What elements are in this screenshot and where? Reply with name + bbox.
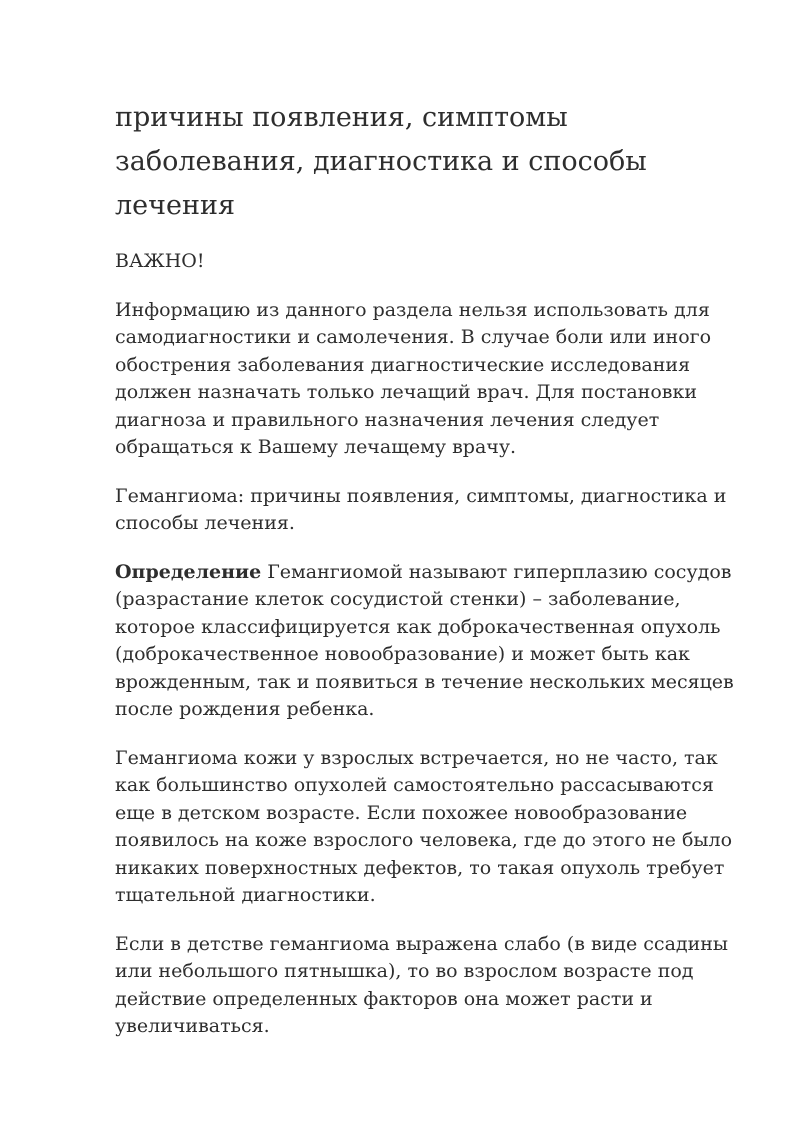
childhood-paragraph: Если в детстве гемангиома выражена слабо (в виде ссадины или небольшого пятнышка), то во взрослом возрасте под действие определенных факторов она может расти и увеличиваться. — [115, 932, 729, 1037]
important-label: ВАЖНО! — [115, 250, 205, 272]
definition-paragraph — [115, 559, 755, 724]
article-title: причины появления, симптомы заболевания, диагностика и способы лечения — [115, 102, 647, 221]
adult-paragraph: Гемангиома кожи у взрослых встречается, но не часто, так как большинство опухолей самостоятельно рассасываются еще в детском возрасте. Если похожее новообразование появилось на коже взрослого человека, где до этого не было никаких поверхностных дефектов, то такая опухоль требует тщательной диагностики. — [115, 746, 733, 906]
definition-term: Определение — [115, 560, 262, 583]
warning-paragraph: Информацию из данного раздела нельзя использовать для самодиагностики и самолечения. В случае боли или иного обострения заболевания диагностические исследования должен назначать только лечащий врач. Для постановки диагноза и правильного назначения лечения следует обращаться к Вашему лечащему врачу. — [115, 298, 712, 458]
definition-text: Гемангиомой называют гиперплазию сосудов (разрастание клеток сосудистой стенки) – заболевание, которое классифицируется как доброкачественная опухоль (доброкачественное новообразование) и может быть как врожденным, так и появиться в течение нескольких месяцев после рождения ребенка. — [115, 560, 734, 720]
article-body — [115, 96, 755, 1041]
lead-paragraph: Гемангиома: причины появления, симптомы, диагностика и способы лечения. — [115, 484, 727, 534]
